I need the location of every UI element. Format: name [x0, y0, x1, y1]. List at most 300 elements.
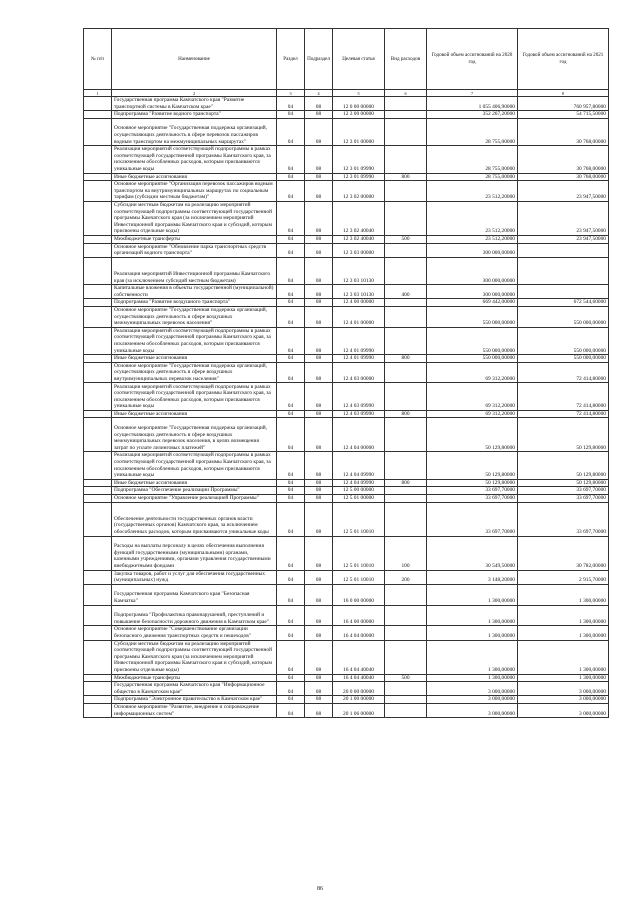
row-name-cell: Субсидии местным бюджетам на реализацию мероприятий соответствующей подпрограммы соответствующей государственной программы Камчатского края (за исключением мероприятий Инвестиционной программы Камчатского края и субсидий, которым присвоены отдельные коды) — [112, 201, 277, 235]
row-target-item-cell: 12 5 00 00000 — [333, 487, 385, 495]
table-row — [84, 118, 609, 145]
row-subsection-cell: 08 — [305, 640, 333, 674]
table-row — [84, 626, 609, 640]
row-subsection-cell: 08 — [305, 452, 333, 479]
row-number-cell — [84, 383, 112, 410]
row-target-item-cell: 20 1 00 00000 — [333, 696, 385, 704]
row-number-cell — [84, 703, 112, 717]
row-subsection-cell: 08 — [305, 327, 333, 354]
row-expense-type-cell — [385, 257, 427, 284]
row-expense-type-cell — [385, 383, 427, 410]
row-name-cell: Подпрограмма "Развитие воздушного транспорта" — [112, 299, 277, 307]
col-header-expense-type: Вид расходов — [385, 29, 427, 90]
row-number-cell — [84, 257, 112, 284]
row-2020-cell: 50 129,80000 — [427, 452, 518, 479]
row-subsection-cell: 08 — [305, 626, 333, 640]
row-target-item-cell: 12 4 03 09990 — [333, 383, 385, 410]
row-name-cell: Государственная программа Камчатского края "Развитие транспортной системы в Камчатском крае" — [112, 97, 277, 111]
row-number-cell — [84, 626, 112, 640]
col-header-target-item: Целевая статья — [333, 29, 385, 90]
row-expense-type-cell — [385, 201, 427, 235]
row-expense-type-cell — [385, 362, 427, 383]
row-2020-cell: 69 312,20000 — [427, 362, 518, 383]
table-row — [84, 243, 609, 257]
table-body — [84, 97, 609, 718]
row-name-cell: Основное мероприятие "Обновление парка транспортных средств организаций водного транспорта" — [112, 243, 277, 257]
row-2020-cell: 300 000,00000 — [427, 243, 518, 257]
row-2020-cell: 1 055 406,90000 — [427, 97, 518, 111]
table-row — [84, 111, 609, 119]
row-section-cell: 04 — [277, 181, 305, 202]
row-2020-cell: 1 300,00000 — [427, 674, 518, 682]
row-2021-cell — [518, 257, 609, 284]
row-section-cell: 04 — [277, 97, 305, 111]
row-section-cell: 04 — [277, 584, 305, 605]
table-row — [84, 306, 609, 327]
row-expense-type-cell — [385, 111, 427, 119]
index-row — [84, 90, 609, 97]
budget-table — [83, 28, 609, 718]
row-name-cell: Подпрограмма "Профилактика правонарушений, преступлений и повышение безопасности дорожного движения в Камчатском крае" — [112, 605, 277, 626]
row-2020-cell: 3 000,00000 — [427, 682, 518, 696]
row-2021-cell: 3 000,00000 — [518, 703, 609, 717]
row-subsection-cell: 08 — [305, 682, 333, 696]
row-expense-type-cell — [385, 502, 427, 536]
row-2020-cell: 50 129,80000 — [427, 479, 518, 487]
row-expense-type-cell — [385, 181, 427, 202]
row-expense-type-cell: 100 — [385, 536, 427, 570]
row-2021-cell: 3 000,00000 — [518, 682, 609, 696]
row-section-cell: 04 — [277, 285, 305, 299]
row-2020-cell: 30 549,50000 — [427, 536, 518, 570]
row-2020-cell: 1 300,00000 — [427, 640, 518, 674]
row-number-cell — [84, 97, 112, 111]
row-subsection-cell: 08 — [305, 383, 333, 410]
row-name-cell: Основное мероприятие "Государственная поддержка организаций, осуществляющих деятельность в сфере воздушных межмуниципальных перевозок населения, в целях возмещения затрат по уплате лизинговых платежей" — [112, 418, 277, 452]
row-number-cell — [84, 696, 112, 704]
row-name-cell: Субсидии местным бюджетам на реализацию мероприятий соответствующей подпрограммы соответствующей государственной программы Камчатского края (за исключением мероприятий Инвестиционной программы Камчатского края и субсидий, которым присвоены отдельные коды) — [112, 640, 277, 674]
row-2021-cell — [518, 243, 609, 257]
table-row — [84, 674, 609, 682]
row-subsection-cell: 08 — [305, 146, 333, 173]
table-row — [84, 452, 609, 479]
row-expense-type-cell — [385, 243, 427, 257]
row-name-cell: Основное мероприятие "Совершенствование организации безопасного движения транспортных средств и пешеходов" — [112, 626, 277, 640]
index-cell: 3 — [277, 90, 305, 97]
table-row — [84, 97, 609, 111]
row-subsection-cell: 08 — [305, 502, 333, 536]
table-row — [84, 173, 609, 181]
row-name-cell: Основное мероприятие "Государственная поддержка организаций, осуществляющих деятельность в сфере воздушных внутримуниципальных перевозок населения" — [112, 362, 277, 383]
col-header-number: № п/п — [84, 29, 112, 90]
row-section-cell: 04 — [277, 570, 305, 584]
row-2020-cell: 33 697,70000 — [427, 502, 518, 536]
row-target-item-cell: 12 4 04 00000 — [333, 418, 385, 452]
row-section-cell: 04 — [277, 173, 305, 181]
row-target-item-cell: 20 0 00 00000 — [333, 682, 385, 696]
table-row — [84, 487, 609, 495]
row-section-cell: 04 — [277, 536, 305, 570]
row-number-cell — [84, 487, 112, 495]
row-target-item-cell: 12 4 03 00000 — [333, 362, 385, 383]
row-2021-cell: 72 414,80000 — [518, 383, 609, 410]
row-2021-cell: 50 129,80000 — [518, 452, 609, 479]
table-row — [84, 703, 609, 717]
row-section-cell: 04 — [277, 452, 305, 479]
row-expense-type-cell — [385, 306, 427, 327]
row-2021-cell: 50 129,80000 — [518, 479, 609, 487]
index-cell: 1 — [84, 90, 112, 97]
row-target-item-cell: 16 0 00 00000 — [333, 584, 385, 605]
row-subsection-cell: 08 — [305, 257, 333, 284]
row-2021-cell: 30 768,00000 — [518, 118, 609, 145]
row-name-cell: Государственная программа Камчатского края "Безопасная Камчатка" — [112, 584, 277, 605]
row-subsection-cell: 08 — [305, 306, 333, 327]
row-2021-cell: 1 300,00000 — [518, 674, 609, 682]
row-name-cell: Государственная программа Камчатского края "Информационное общество в Камчатском крае" — [112, 682, 277, 696]
row-section-cell: 04 — [277, 674, 305, 682]
row-2020-cell: 28 755,00000 — [427, 118, 518, 145]
index-cell: 6 — [385, 90, 427, 97]
row-section-cell: 04 — [277, 243, 305, 257]
table-row — [84, 605, 609, 626]
row-name-cell: Межбюджетные трансферты — [112, 235, 277, 243]
row-subsection-cell: 08 — [305, 536, 333, 570]
row-subsection-cell: 08 — [305, 703, 333, 717]
row-2021-cell: 760 957,80000 — [518, 97, 609, 111]
row-section-cell: 04 — [277, 495, 305, 503]
row-section-cell: 04 — [277, 118, 305, 145]
table-row — [84, 410, 609, 418]
row-section-cell: 04 — [277, 201, 305, 235]
row-number-cell — [84, 146, 112, 173]
row-section-cell: 04 — [277, 487, 305, 495]
row-target-item-cell: 16 4 04 40040 — [333, 674, 385, 682]
table-row — [84, 327, 609, 354]
row-name-cell: Межбюджетные трансферты — [112, 674, 277, 682]
row-name-cell: Обеспечение деятельности государственных органов власти (государственных органов) Камчатского края, за исключением обособленных расходов, которым присваиваются уникальные коды — [112, 502, 277, 536]
row-target-item-cell: 12 5 01 00000 — [333, 495, 385, 503]
row-subsection-cell: 08 — [305, 605, 333, 626]
row-2021-cell: 1 300,00000 — [518, 626, 609, 640]
table-row — [84, 201, 609, 235]
row-expense-type-cell — [385, 118, 427, 145]
row-section-cell: 04 — [277, 479, 305, 487]
table-row — [84, 570, 609, 584]
row-2021-cell: 30 768,00000 — [518, 146, 609, 173]
row-section-cell: 04 — [277, 355, 305, 363]
row-subsection-cell: 08 — [305, 362, 333, 383]
row-expense-type-cell: 800 — [385, 173, 427, 181]
table-row — [84, 640, 609, 674]
row-number-cell — [84, 584, 112, 605]
row-2021-cell: 33 697,70000 — [518, 487, 609, 495]
row-section-cell: 04 — [277, 383, 305, 410]
row-number-cell — [84, 243, 112, 257]
row-2021-cell: 550 000,00000 — [518, 306, 609, 327]
table-row — [84, 235, 609, 243]
row-2021-cell: 23 947,50000 — [518, 181, 609, 202]
row-number-cell — [84, 327, 112, 354]
row-number-cell — [84, 362, 112, 383]
row-subsection-cell: 08 — [305, 674, 333, 682]
row-name-cell: Реализация мероприятий соответствующей подпрограммы в рамках соответствующей государственной программы Камчатского края, за исключением обособленных расходов, которым присваиваются уникальные коды — [112, 383, 277, 410]
row-expense-type-cell: 800 — [385, 479, 427, 487]
row-expense-type-cell: 500 — [385, 235, 427, 243]
row-2021-cell: 54 715,50000 — [518, 111, 609, 119]
row-2020-cell: 352 267,20000 — [427, 111, 518, 119]
row-name-cell: Реализация мероприятий соответствующей подпрограммы в рамках соответствующей государственной программы Камчатского края, за исключением обособленных расходов, которым присваиваются уникальные коды — [112, 146, 277, 173]
row-2020-cell: 28 755,00000 — [427, 146, 518, 173]
row-subsection-cell: 08 — [305, 181, 333, 202]
row-section-cell: 04 — [277, 696, 305, 704]
row-number-cell — [84, 452, 112, 479]
row-2020-cell: 23 512,20000 — [427, 201, 518, 235]
row-section-cell: 04 — [277, 306, 305, 327]
row-subsection-cell: 08 — [305, 285, 333, 299]
row-target-item-cell: 12 4 00 00000 — [333, 299, 385, 307]
row-subsection-cell: 08 — [305, 584, 333, 605]
row-section-cell: 04 — [277, 605, 305, 626]
row-name-cell: Основное мероприятие "Управление реализацией Программы" — [112, 495, 277, 503]
row-2020-cell: 28 755,00000 — [427, 173, 518, 181]
table-row — [84, 299, 609, 307]
row-section-cell: 04 — [277, 682, 305, 696]
row-2021-cell: 50 129,80000 — [518, 418, 609, 452]
row-section-cell: 04 — [277, 502, 305, 536]
row-name-cell: Реализация мероприятий соответствующей подпрограммы в рамках соответствующей государственной программы Камчатского края, за исключением обособленных расходов, которым присваиваются уникальные коды — [112, 327, 277, 354]
row-subsection-cell: 08 — [305, 355, 333, 363]
row-target-item-cell: 12 3 02 40040 — [333, 201, 385, 235]
row-expense-type-cell: 500 — [385, 674, 427, 682]
row-target-item-cell: 12 5 01 10010 — [333, 502, 385, 536]
row-section-cell: 04 — [277, 703, 305, 717]
row-expense-type-cell: 200 — [385, 570, 427, 584]
row-subsection-cell: 08 — [305, 243, 333, 257]
row-2021-cell: 23 947,50000 — [518, 235, 609, 243]
row-section-cell: 04 — [277, 235, 305, 243]
row-number-cell — [84, 605, 112, 626]
row-number-cell — [84, 640, 112, 674]
row-section-cell: 04 — [277, 362, 305, 383]
row-name-cell: Расходы на выплаты персоналу в целях обеспечения выполнения функций государственными (муниципальными) органами, казенными учреждениями, органами управления государственными внебюджетными фондами — [112, 536, 277, 570]
row-subsection-cell: 08 — [305, 410, 333, 418]
row-target-item-cell: 16 4 04 00000 — [333, 626, 385, 640]
row-name-cell: Иные бюджетные ассигнования — [112, 173, 277, 181]
row-number-cell — [84, 418, 112, 452]
row-subsection-cell: 08 — [305, 479, 333, 487]
row-name-cell: Иные бюджетные ассигнования — [112, 479, 277, 487]
col-header-subsection: Подраздел — [305, 29, 333, 90]
row-2021-cell: 550 000,00000 — [518, 327, 609, 354]
index-cell: 2 — [112, 90, 277, 97]
row-2020-cell: 23 512,20000 — [427, 235, 518, 243]
row-name-cell: Капитальные вложения в объекты государственной (муниципальной) собственности — [112, 285, 277, 299]
row-2021-cell: 550 000,00000 — [518, 355, 609, 363]
row-2020-cell: 50 129,80000 — [427, 418, 518, 452]
row-number-cell — [84, 674, 112, 682]
index-cell: 8 — [518, 90, 609, 97]
row-section-cell: 04 — [277, 626, 305, 640]
table-row — [84, 479, 609, 487]
col-header-section: Раздел — [277, 29, 305, 90]
row-expense-type-cell — [385, 605, 427, 626]
row-target-item-cell: 12 3 03 00000 — [333, 243, 385, 257]
row-2020-cell: 300 000,00000 — [427, 285, 518, 299]
row-subsection-cell: 08 — [305, 201, 333, 235]
row-name-cell: Иные бюджетные ассигнования — [112, 355, 277, 363]
table-row — [84, 495, 609, 503]
row-target-item-cell: 12 3 02 40040 — [333, 235, 385, 243]
row-name-cell: Подпрограмма "Электронное правительство в Камчатском крае" — [112, 696, 277, 704]
row-target-item-cell: 12 4 03 09990 — [333, 410, 385, 418]
row-expense-type-cell — [385, 418, 427, 452]
row-number-cell — [84, 495, 112, 503]
row-number-cell — [84, 479, 112, 487]
row-number-cell — [84, 502, 112, 536]
row-expense-type-cell — [385, 682, 427, 696]
header-row — [84, 29, 609, 90]
row-section-cell: 04 — [277, 257, 305, 284]
row-target-item-cell: 16 4 00 00000 — [333, 605, 385, 626]
row-expense-type-cell — [385, 584, 427, 605]
row-expense-type-cell — [385, 626, 427, 640]
table-row — [84, 536, 609, 570]
row-subsection-cell: 08 — [305, 111, 333, 119]
table-row — [84, 682, 609, 696]
row-2021-cell: 1 300,00000 — [518, 640, 609, 674]
table-row — [84, 146, 609, 173]
row-name-cell: Закупка товаров, работ и услуг для обеспечения государственных (муниципальных) нужд — [112, 570, 277, 584]
row-number-cell — [84, 682, 112, 696]
row-target-item-cell: 12 3 02 00000 — [333, 181, 385, 202]
row-expense-type-cell: 800 — [385, 410, 427, 418]
row-target-item-cell: 12 4 04 09990 — [333, 479, 385, 487]
table-row — [84, 383, 609, 410]
row-2021-cell: 1 300,00000 — [518, 584, 609, 605]
row-expense-type-cell — [385, 146, 427, 173]
row-target-item-cell: 12 4 01 09990 — [333, 355, 385, 363]
row-2020-cell: 23 512,20000 — [427, 181, 518, 202]
row-number-cell — [84, 299, 112, 307]
row-expense-type-cell — [385, 97, 427, 111]
row-number-cell — [84, 285, 112, 299]
row-2020-cell: 550 000,00000 — [427, 306, 518, 327]
row-section-cell: 04 — [277, 640, 305, 674]
col-header-2021: Годовой объем ассигнований на 2021 год — [518, 29, 609, 90]
row-target-item-cell: 12 5 01 10010 — [333, 536, 385, 570]
row-name-cell: Реализация мероприятий соответствующей подпрограммы в рамках соответствующей государственной программы Камчатского края, за исключением обособленных расходов, которым присваиваются уникальные коды — [112, 452, 277, 479]
row-subsection-cell: 08 — [305, 570, 333, 584]
row-target-item-cell: 16 4 04 40040 — [333, 640, 385, 674]
row-number-cell — [84, 570, 112, 584]
row-2020-cell: 33 697,70000 — [427, 495, 518, 503]
row-2021-cell: 672 544,60000 — [518, 299, 609, 307]
row-2021-cell: 33 697,70000 — [518, 502, 609, 536]
row-section-cell: 04 — [277, 299, 305, 307]
row-target-item-cell: 12 3 03 10130 — [333, 257, 385, 284]
row-2020-cell: 69 312,20000 — [427, 410, 518, 418]
row-2020-cell: 1 300,00000 — [427, 626, 518, 640]
row-subsection-cell: 08 — [305, 173, 333, 181]
row-name-cell: Основное мероприятие "Развитие, внедрение и сопровождение информационных систем" — [112, 703, 277, 717]
row-section-cell: 04 — [277, 418, 305, 452]
row-expense-type-cell: 400 — [385, 285, 427, 299]
row-target-item-cell: 12 3 03 10130 — [333, 285, 385, 299]
row-2020-cell: 3 000,00000 — [427, 696, 518, 704]
row-expense-type-cell: 800 — [385, 355, 427, 363]
row-expense-type-cell — [385, 696, 427, 704]
table-row — [84, 181, 609, 202]
row-number-cell — [84, 536, 112, 570]
row-subsection-cell: 08 — [305, 487, 333, 495]
table-row — [84, 502, 609, 536]
row-subsection-cell: 08 — [305, 299, 333, 307]
table-row — [84, 257, 609, 284]
row-expense-type-cell — [385, 452, 427, 479]
row-2021-cell: 30 782,00000 — [518, 536, 609, 570]
index-cell: 4 — [305, 90, 333, 97]
row-2020-cell: 3 148,20000 — [427, 570, 518, 584]
row-name-cell: Подпрограмма "Развитие водного транспорта" — [112, 111, 277, 119]
row-section-cell: 04 — [277, 327, 305, 354]
row-number-cell — [84, 111, 112, 119]
table-row — [84, 285, 609, 299]
row-2021-cell: 2 915,70000 — [518, 570, 609, 584]
row-2021-cell: 72 414,80000 — [518, 362, 609, 383]
table-row — [84, 362, 609, 383]
row-target-item-cell: 12 4 01 09990 — [333, 327, 385, 354]
row-2021-cell — [518, 285, 609, 299]
row-number-cell — [84, 306, 112, 327]
row-number-cell — [84, 410, 112, 418]
row-subsection-cell: 08 — [305, 696, 333, 704]
row-2021-cell: 3 000,00000 — [518, 696, 609, 704]
row-expense-type-cell — [385, 640, 427, 674]
row-2021-cell: 1 300,00000 — [518, 605, 609, 626]
row-2021-cell: 33 697,70000 — [518, 495, 609, 503]
row-number-cell — [84, 235, 112, 243]
col-header-name: Наименование — [112, 29, 277, 90]
row-subsection-cell: 08 — [305, 97, 333, 111]
row-name-cell: Основное мероприятие "Государственная поддержка организаций, осуществляющих деятельность в сфере перевозок пассажиров водным транспортом на межмуниципальных маршрутах" — [112, 118, 277, 145]
row-name-cell: Реализация мероприятий Инвестиционной программы Камчатского края (за исключением субсидий местным бюджетам) — [112, 257, 277, 284]
col-header-2020: Годовой объем ассигнований на 2020 год — [427, 29, 518, 90]
table-row — [84, 418, 609, 452]
row-section-cell: 04 — [277, 146, 305, 173]
row-target-item-cell: 20 1 06 00000 — [333, 703, 385, 717]
row-target-item-cell: 12 4 01 00000 — [333, 306, 385, 327]
row-target-item-cell: 12 4 04 09990 — [333, 452, 385, 479]
row-subsection-cell: 08 — [305, 118, 333, 145]
row-target-item-cell: 12 3 00 00000 — [333, 111, 385, 119]
row-number-cell — [84, 118, 112, 145]
row-target-item-cell: 12 3 01 09990 — [333, 146, 385, 173]
row-expense-type-cell — [385, 703, 427, 717]
row-name-cell: Основное мероприятие "Государственная поддержка организаций, осуществляющих деятельность в сфере воздушных межмуниципальных перевозок населения" — [112, 306, 277, 327]
row-2020-cell: 69 312,20000 — [427, 383, 518, 410]
row-name-cell: Иные бюджетные ассигнования — [112, 410, 277, 418]
row-expense-type-cell — [385, 495, 427, 503]
row-target-item-cell: 12 3 01 00000 — [333, 118, 385, 145]
row-2021-cell: 23 947,50000 — [518, 201, 609, 235]
row-number-cell — [84, 173, 112, 181]
row-2021-cell: 72 414,80000 — [518, 410, 609, 418]
row-name-cell: Подпрограмма "Обеспечение реализации Программы" — [112, 487, 277, 495]
row-subsection-cell: 08 — [305, 495, 333, 503]
row-subsection-cell: 08 — [305, 235, 333, 243]
row-target-item-cell: 12 5 01 10010 — [333, 570, 385, 584]
